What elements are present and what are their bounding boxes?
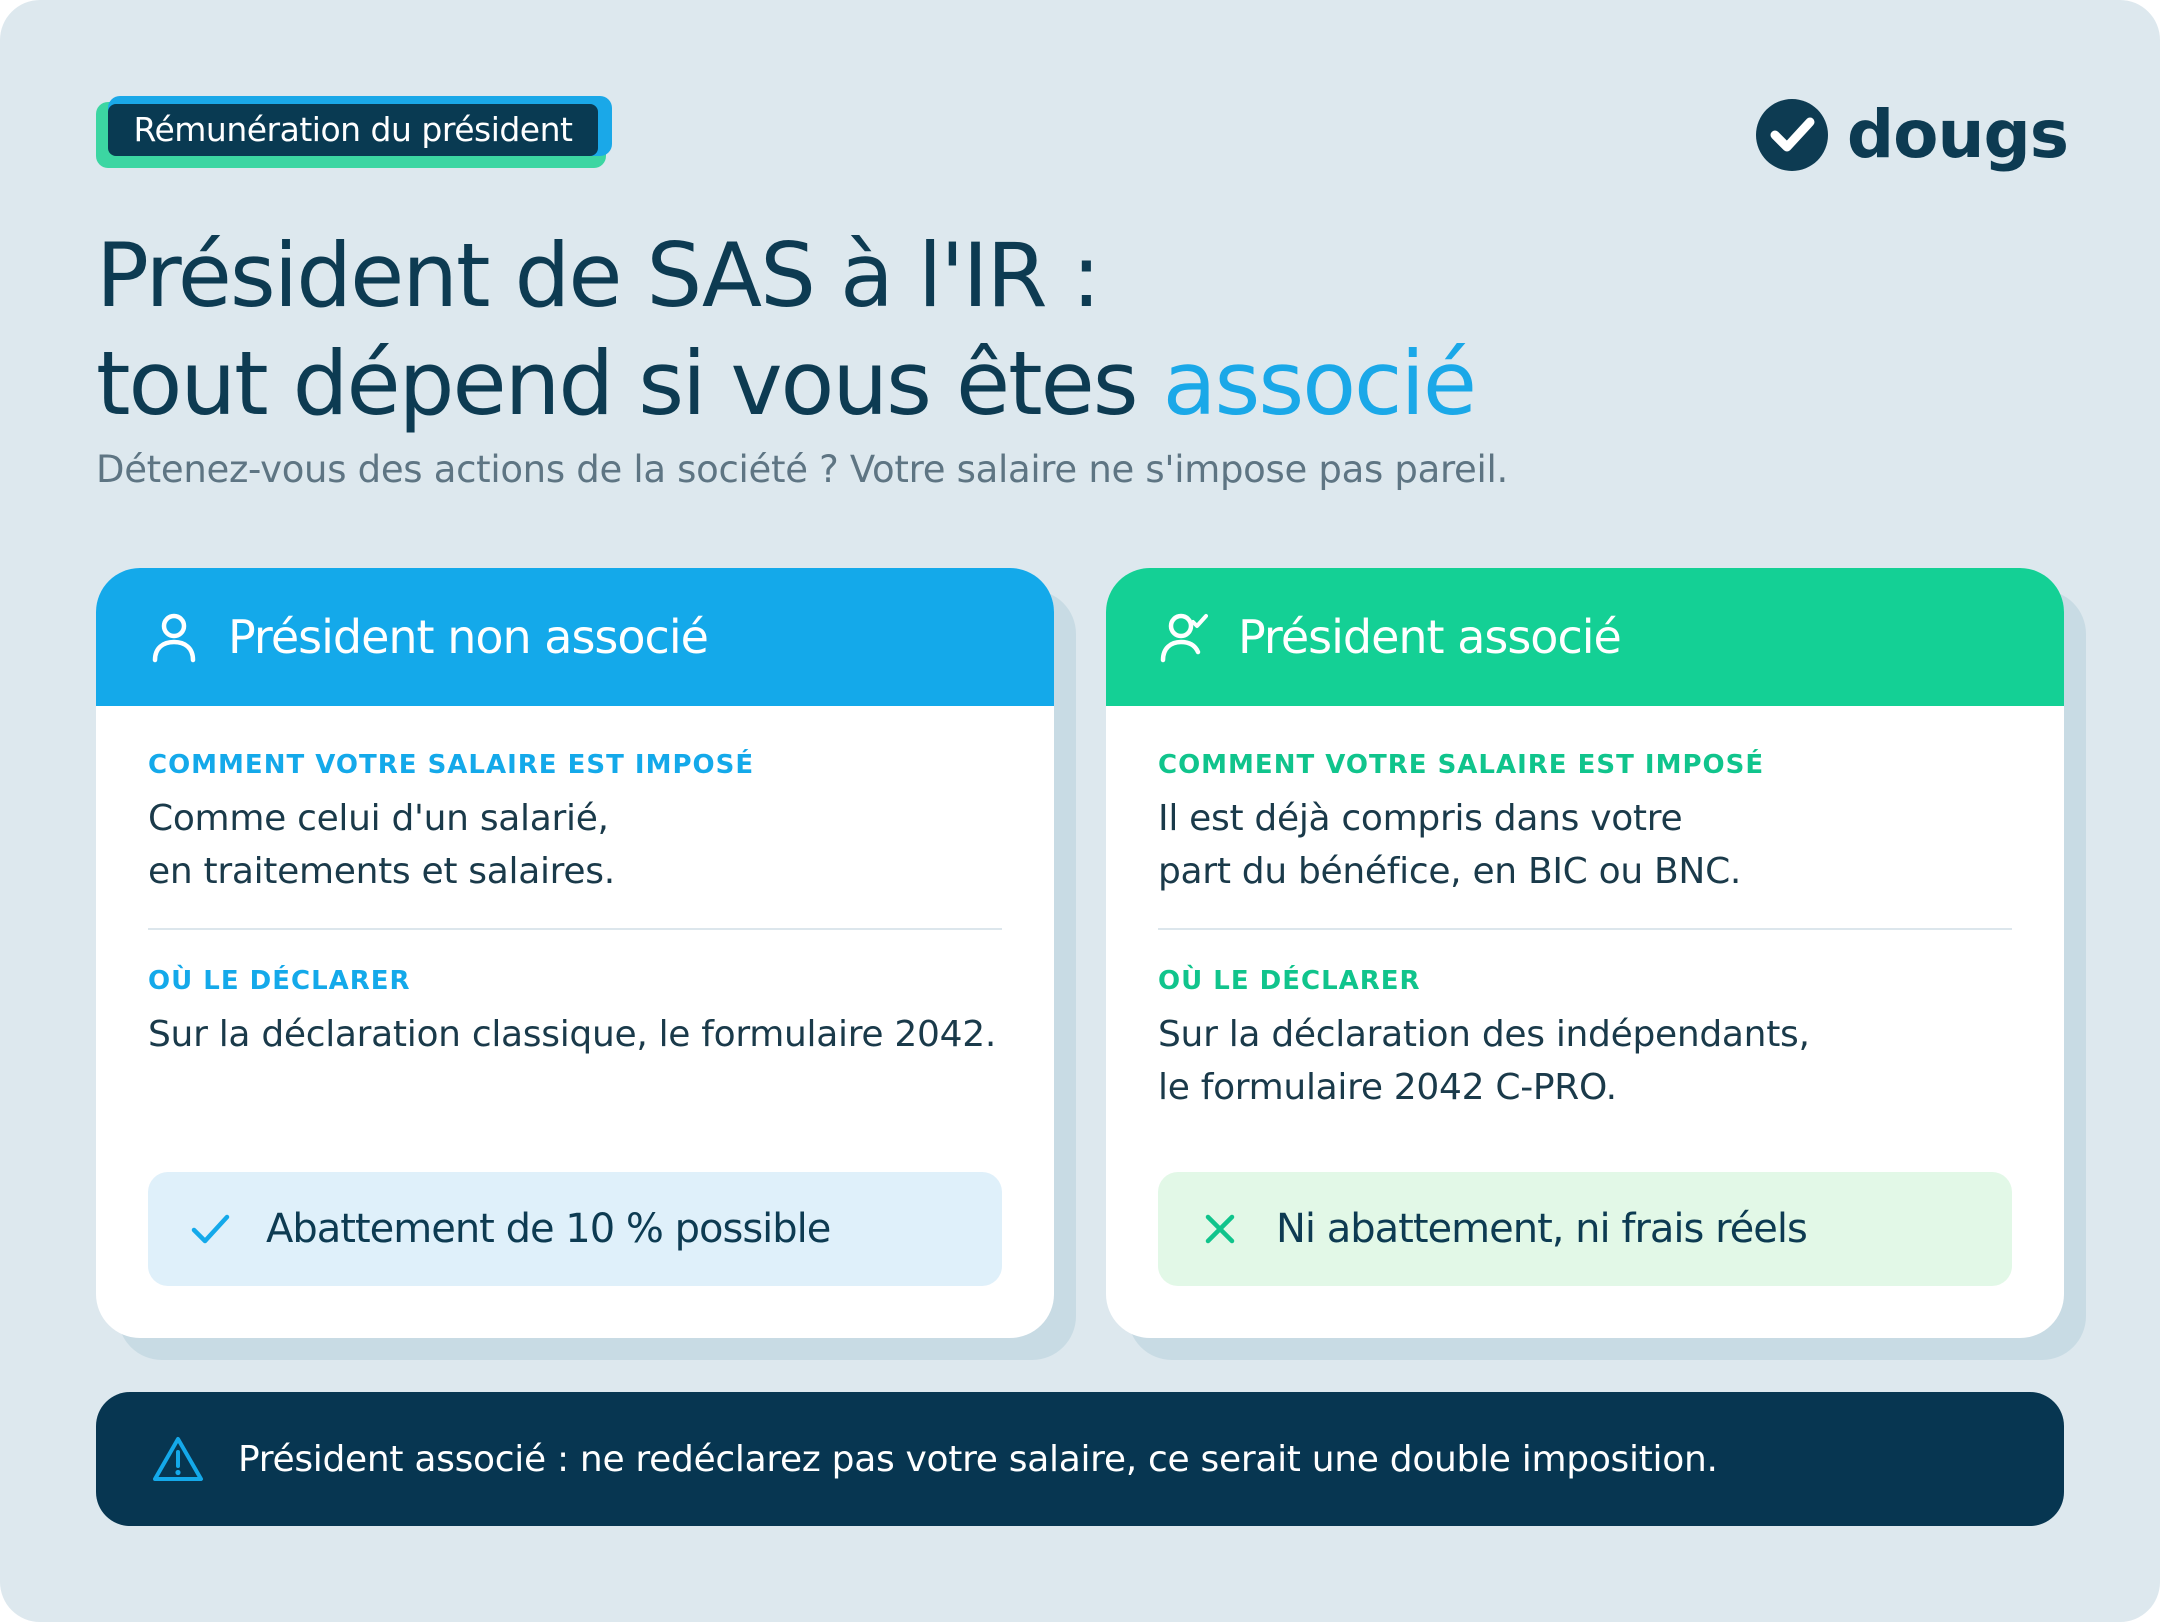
divider — [148, 928, 1002, 930]
tag-label: Rémunération du président — [108, 104, 598, 156]
check-icon — [190, 1209, 230, 1249]
brand-logo — [1755, 96, 2068, 173]
card-title: Président associé — [1238, 610, 1621, 664]
warning-text: Président associé : ne redéclarez pas votre salaire, ce serait une double imposition. — [238, 1438, 1718, 1480]
card-non-associe — [96, 568, 1054, 1338]
card-header — [96, 568, 1054, 706]
section-text: Il est déjà compris dans votre part du bénéfice, en BIC ou BNC. — [1158, 798, 1742, 892]
section-label: COMMENT VOTRE SALAIRE EST IMPOSÉ — [148, 750, 755, 780]
warning-bar — [96, 1392, 2064, 1526]
title-line-2: tout dépend si vous êtes — [96, 332, 1163, 435]
card-body — [96, 706, 1054, 1061]
check-circle-icon — [1755, 98, 1829, 172]
section-text: Sur la déclaration classique, le formulaire 2042. — [148, 1014, 996, 1055]
card-header — [1106, 568, 2064, 706]
badge-text: Abattement de 10 % possible — [266, 1206, 831, 1252]
logo-text: dougs — [1846, 96, 2068, 173]
page-title — [96, 222, 1475, 438]
user-check-icon — [1160, 610, 1208, 664]
badge-text: Ni abattement, ni frais réels — [1276, 1206, 1807, 1252]
warning-triangle-icon — [152, 1435, 204, 1483]
section-text: Comme celui d'un salarié, en traitements et salaires. — [148, 798, 615, 892]
restriction-badge — [1158, 1172, 2012, 1286]
x-icon — [1200, 1209, 1240, 1249]
subtitle: Détenez-vous des actions de la société ? Votre salaire ne s'impose pas pareil. — [96, 448, 1508, 491]
user-icon — [150, 610, 198, 664]
divider — [1158, 928, 2012, 930]
card-body — [1106, 706, 2064, 1114]
title-accent: associé — [1162, 332, 1476, 435]
section-label: COMMENT VOTRE SALAIRE EST IMPOSÉ — [1158, 750, 1765, 780]
card-title: Président non associé — [228, 610, 708, 664]
benefit-badge — [148, 1172, 1002, 1286]
title-line-1: Président de SAS à l'IR : — [96, 224, 1100, 327]
category-tag — [96, 96, 616, 170]
card-associe — [1106, 568, 2064, 1338]
section-text: Sur la déclaration des indépendants, le formulaire 2042 C-PRO. — [1158, 1014, 1810, 1108]
section-label: OÙ LE DÉCLARER — [1158, 966, 1421, 996]
section-label: OÙ LE DÉCLARER — [148, 966, 411, 996]
